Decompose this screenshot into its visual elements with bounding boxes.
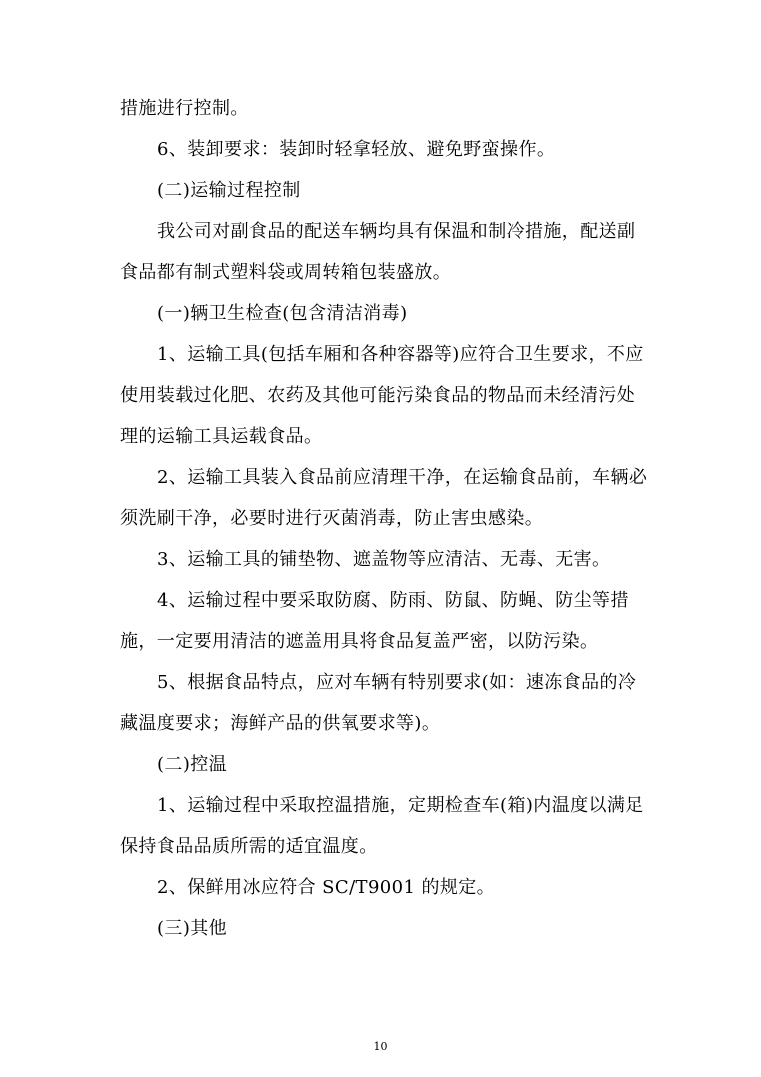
paragraph-item-4-protection: 4、运输过程中要采取防腐、防雨、防鼠、防蝇、防尘等措施，一定要用清洁的遮盖用具将食品复盖严密，以防污染。: [120, 590, 629, 652]
paragraph-item-2-cleaning: 2、运输工具装入食品前应清理干净，在运输食品前，车辆必须洗刷干净，必要时进行灭菌消毒，防止害虫感染。: [120, 467, 648, 529]
paragraph-loading-requirements: 6、装卸要求：装卸时轻拿轻放、避免野蛮操作。: [157, 139, 556, 160]
page-number: 10: [373, 1040, 388, 1053]
heading-transport-process-control: (二)运输过程控制: [157, 180, 301, 201]
paragraph-continuation: 措施进行控制。: [120, 98, 249, 119]
heading-vehicle-hygiene-check: (一)辆卫生检查(包含清洁消毒): [157, 303, 408, 324]
paragraph-delivery-vehicles: 我公司对副食品的配送车辆均具有保温和制冷措施，配送副食品都有制式塑料袋或周转箱包装盛放。: [120, 221, 636, 283]
heading-temperature-control: (二)控温: [157, 754, 228, 775]
paragraph-temperature-measures: 1、运输过程中采取控温措施，定期检查车(箱)内温度以满足保持食品品质所需的适宜温度。: [120, 795, 644, 857]
heading-other: (三)其他: [157, 918, 228, 939]
paragraph-item-5-special-requirements: 5、根据食品特点，应对车辆有特别要求(如：速冻食品的冷藏温度要求；海鲜产品的供氧要求等)。: [120, 672, 637, 734]
document-body: [120, 88, 650, 949]
paragraph-item-3-covering: 3、运输工具的铺垫物、遮盖物等应清洁、无毒、无害。: [157, 549, 611, 570]
paragraph-ice-standard: 2、保鲜用冰应符合 SC/T9001 的规定。: [157, 877, 496, 898]
paragraph-item-1-transport-tools: 1、运输工具(包括车厢和各种容器等)应符合卫生要求，不应使用装载过化肥、农药及其他可能污染食品的物品而未经清污处理的运输工具运载食品。: [120, 344, 644, 447]
